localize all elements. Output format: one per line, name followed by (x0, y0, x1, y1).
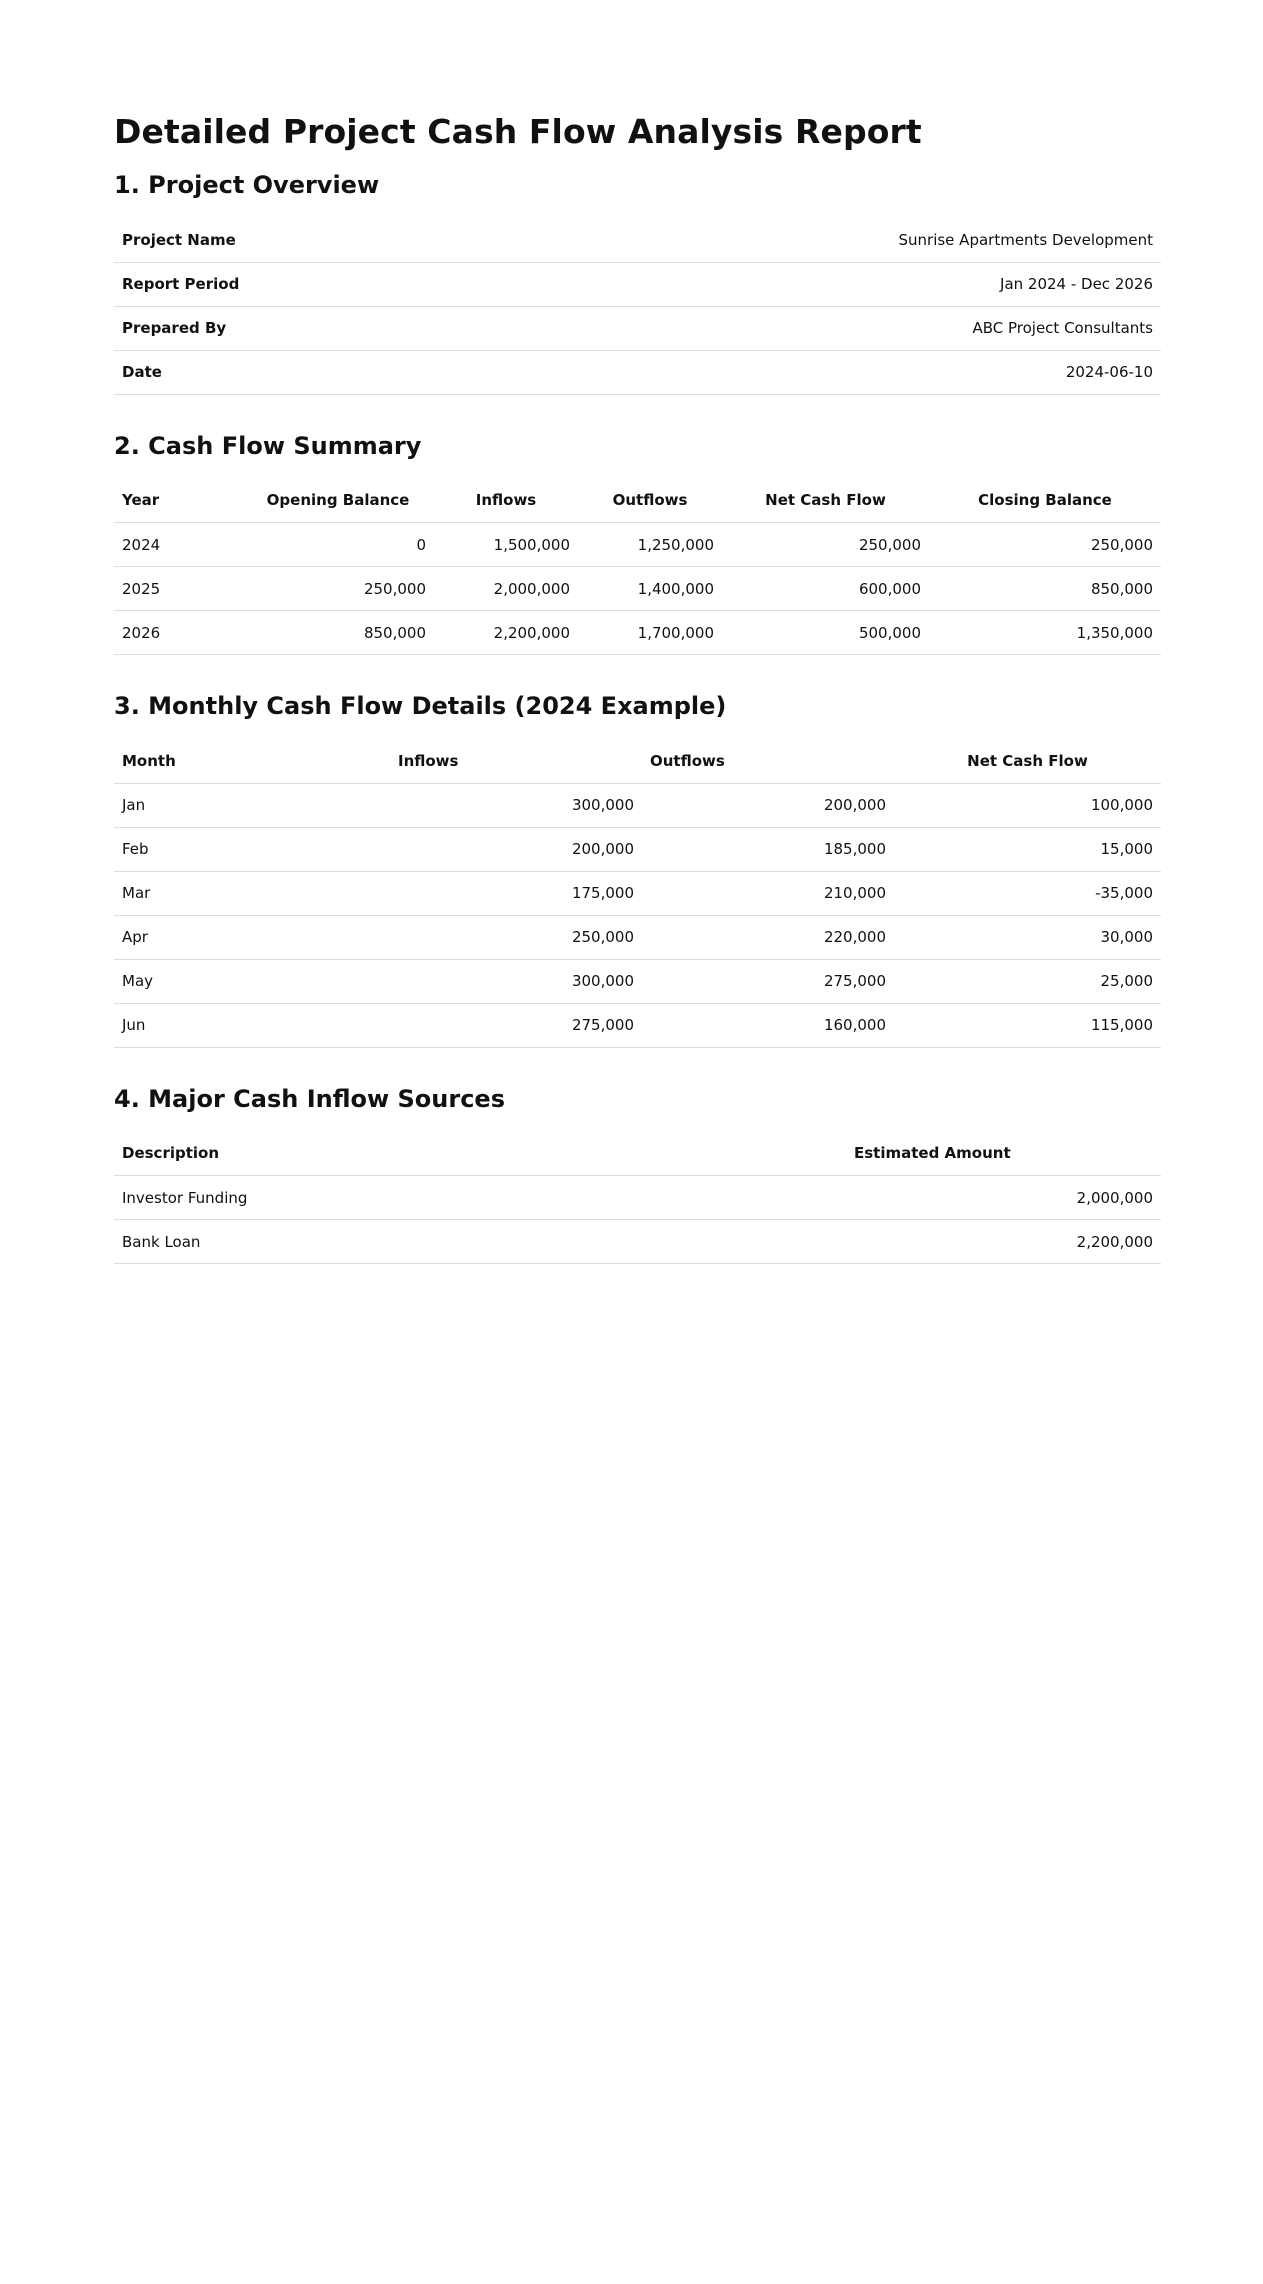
table-cell: 275,000 (390, 1003, 642, 1047)
table-row (114, 306, 1161, 350)
cash-flow-summary-table (114, 479, 1161, 656)
column-header: Estimated Amount (846, 1132, 1161, 1176)
section-heading-inflow-sources: 4. Major Cash Inflow Sources (114, 1084, 505, 1113)
table-row (114, 567, 1161, 611)
table-header-row (114, 739, 1161, 783)
table-cell: Bank Loan (114, 1220, 846, 1264)
table-cell: 175,000 (390, 871, 642, 915)
column-header: Outflows (578, 479, 722, 523)
table-cell: 850,000 (242, 611, 434, 655)
table-row (114, 1003, 1161, 1047)
table-row (114, 1220, 1161, 1264)
table-row (114, 1176, 1161, 1220)
table-cell: 250,000 (929, 523, 1161, 567)
table-cell: 1,700,000 (578, 611, 722, 655)
column-header: Opening Balance (242, 479, 434, 523)
table-cell: Investor Funding (114, 1176, 846, 1220)
table-row (114, 915, 1161, 959)
overview-label: Project Name (114, 218, 638, 262)
table-cell: 1,350,000 (929, 611, 1161, 655)
table-cell: 250,000 (242, 567, 434, 611)
column-header: Net Cash Flow (722, 479, 929, 523)
report-page (114, 0, 1161, 1264)
column-header: Month (114, 739, 390, 783)
table-cell: 185,000 (642, 827, 894, 871)
overview-label: Date (114, 350, 638, 394)
table-cell: 250,000 (390, 915, 642, 959)
table-row (114, 783, 1161, 827)
table-cell: 30,000 (894, 915, 1161, 959)
table-cell: May (114, 959, 390, 1003)
table-row (114, 611, 1161, 655)
table-cell: 1,400,000 (578, 567, 722, 611)
table-cell: 2025 (114, 567, 242, 611)
table-cell: Mar (114, 871, 390, 915)
table-row (114, 262, 1161, 306)
table-cell: 0 (242, 523, 434, 567)
overview-label: Prepared By (114, 306, 638, 350)
table-cell: 15,000 (894, 827, 1161, 871)
section-heading-summary: 2. Cash Flow Summary (114, 431, 422, 460)
table-cell: 2,200,000 (846, 1220, 1161, 1264)
table-cell: 300,000 (390, 783, 642, 827)
table-cell: 220,000 (642, 915, 894, 959)
table-cell: 1,250,000 (578, 523, 722, 567)
table-cell: 500,000 (722, 611, 929, 655)
table-cell: 275,000 (642, 959, 894, 1003)
table-cell: 210,000 (642, 871, 894, 915)
column-header: Outflows (642, 739, 894, 783)
inflow-sources-table (114, 1132, 1161, 1265)
table-cell: 2,000,000 (846, 1176, 1161, 1220)
table-row (114, 218, 1161, 262)
table-cell: 25,000 (894, 959, 1161, 1003)
column-header: Net Cash Flow (894, 739, 1161, 783)
column-header: Inflows (434, 479, 578, 523)
table-cell: 2,200,000 (434, 611, 578, 655)
table-header-row (114, 1132, 1161, 1176)
section-heading-overview: 1. Project Overview (114, 171, 380, 199)
table-cell: 600,000 (722, 567, 929, 611)
table-cell: 115,000 (894, 1003, 1161, 1047)
monthly-cash-flow-table (114, 739, 1161, 1048)
overview-value: ABC Project Consultants (638, 306, 1162, 350)
table-cell: 850,000 (929, 567, 1161, 611)
table-cell: 160,000 (642, 1003, 894, 1047)
table-row (114, 959, 1161, 1003)
table-row (114, 827, 1161, 871)
table-cell: 2024 (114, 523, 242, 567)
table-cell: Feb (114, 827, 390, 871)
table-cell: 200,000 (390, 827, 642, 871)
column-header: Closing Balance (929, 479, 1161, 523)
table-row (114, 350, 1161, 394)
table-cell: Apr (114, 915, 390, 959)
section-heading-monthly: 3. Monthly Cash Flow Details (2024 Example) (114, 692, 727, 720)
table-cell: 2,000,000 (434, 567, 578, 611)
column-header: Inflows (390, 739, 642, 783)
project-overview-table (114, 218, 1161, 395)
overview-value: 2024-06-10 (638, 350, 1162, 394)
column-header: Description (114, 1132, 846, 1176)
table-cell: Jan (114, 783, 390, 827)
table-cell: Jun (114, 1003, 390, 1047)
table-cell: -35,000 (894, 871, 1161, 915)
table-header-row (114, 479, 1161, 523)
table-cell: 100,000 (894, 783, 1161, 827)
overview-value: Jan 2024 - Dec 2026 (638, 262, 1162, 306)
report-title: Detailed Project Cash Flow Analysis Report (114, 112, 922, 151)
table-cell: 250,000 (722, 523, 929, 567)
table-cell: 300,000 (390, 959, 642, 1003)
overview-value: Sunrise Apartments Development (638, 218, 1162, 262)
table-row (114, 523, 1161, 567)
table-cell: 1,500,000 (434, 523, 578, 567)
table-cell: 2026 (114, 611, 242, 655)
overview-label: Report Period (114, 262, 638, 306)
table-row (114, 871, 1161, 915)
column-header: Year (114, 479, 242, 523)
table-cell: 200,000 (642, 783, 894, 827)
